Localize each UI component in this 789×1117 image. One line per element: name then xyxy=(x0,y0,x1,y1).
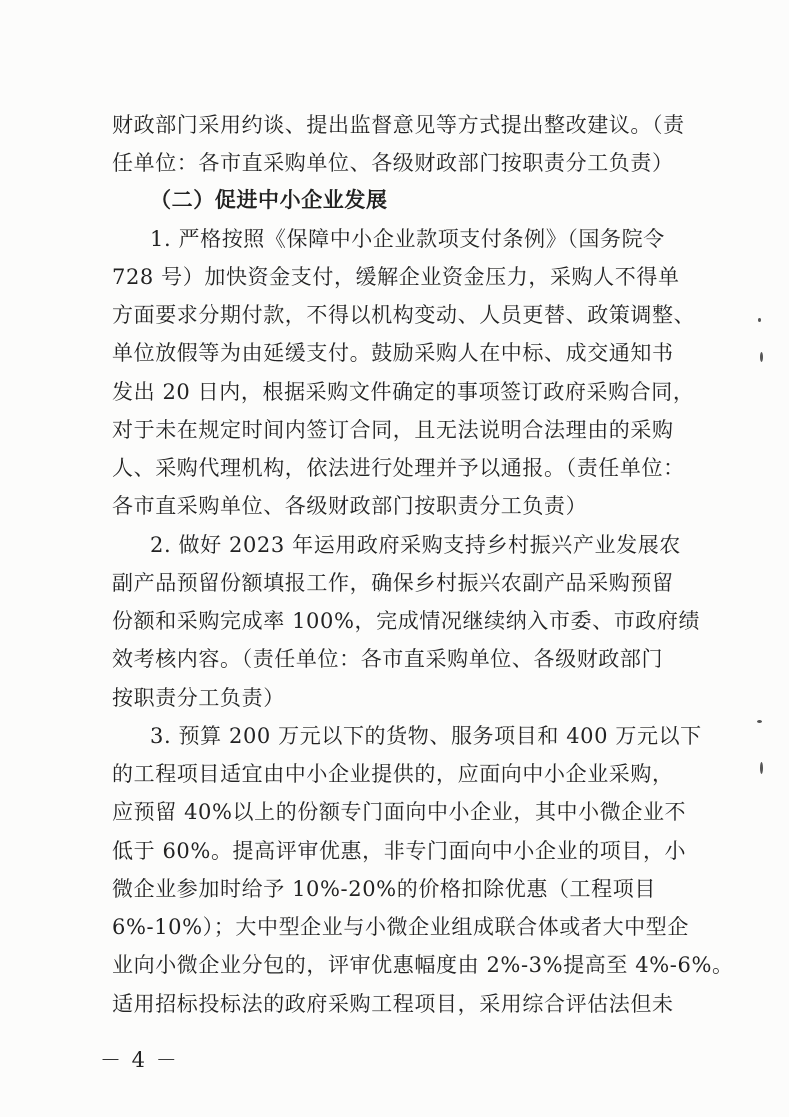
text-line: 适用招标投标法的政府采购工程项目，采用综合评估法但未 xyxy=(112,992,674,1016)
text-line: 的工程项目适宜由中小企业提供的，应面向中小企业采购， xyxy=(112,762,674,786)
text-line: 副产品预留份额填报工作，确保乡村振兴农副产品采购预留 xyxy=(112,571,674,595)
text-line: 任单位：各市直采购单位、各级财政部门按职责分工负责） xyxy=(112,151,674,175)
scan-speck xyxy=(760,762,763,774)
text-line: 按职责分工负责） xyxy=(112,686,285,710)
text-line: 对于未在规定时间内签订合同，且无法说明合法理由的采购 xyxy=(112,418,674,442)
section-heading: （二）促进中小企业发展 xyxy=(150,187,388,212)
text-line: 微企业参加时给予 10%-20%的价格扣除优惠（工程项目 xyxy=(112,877,656,901)
page-number: － 4 － xyxy=(100,1048,179,1072)
text-line: 效考核内容。（责任单位：各市直采购单位、各级财政部门 xyxy=(112,647,664,671)
paragraph-2-start: 2. 做好 2023 年运用政府采购支持乡村振兴产业发展农 xyxy=(150,533,681,557)
text-line: 单位放假等为由延缓支付。鼓励采购人在中标、成交通知书 xyxy=(112,341,674,365)
text-line: 低于 60%。提高评审优惠，非专门面向中小企业的项目，小 xyxy=(112,839,687,863)
paragraph-3-start: 3. 预算 200 万元以下的货物、服务项目和 400 万元以下 xyxy=(150,724,702,748)
text-line: 方面要求分期付款，不得以机构变动、人员更替、政策调整、 xyxy=(112,303,696,327)
text-line: 财政部门采用约谈、提出监督意见等方式提出整改建议。（责 xyxy=(112,113,685,137)
paragraph-1-start: 1. 严格按照《保障中小企业款项支付条例》（国务院令 xyxy=(150,227,665,251)
scan-speck xyxy=(760,352,763,362)
scan-speck xyxy=(757,720,762,723)
scan-speck xyxy=(758,318,761,322)
text-line: 6%-10%）；大中型企业与小微企业组成联合体或者大中型企 xyxy=(112,915,689,939)
text-line: 应预留 40%以上的份额专门面向中小企业，其中小微企业不 xyxy=(112,800,687,824)
text-line: 发出 20 日内，根据采购文件确定的事项签订政府采购合同， xyxy=(112,380,695,404)
text-line: 人、采购代理机构，依法进行处理并予以通报。（责任单位： xyxy=(112,456,685,480)
text-line: 份额和采购完成率 100%，完成情况继续纳入市委、市政府绩 xyxy=(112,609,701,633)
text-line: 728 号）加快资金支付，缓解企业资金压力，采购人不得单 xyxy=(112,265,680,289)
text-line: 各市直采购单位、各级财政部门按职责分工负责） xyxy=(112,494,588,518)
text-line: 业向小微企业分包的，评审优惠幅度由 2%-3%提高至 4%-6%。 xyxy=(112,953,734,977)
